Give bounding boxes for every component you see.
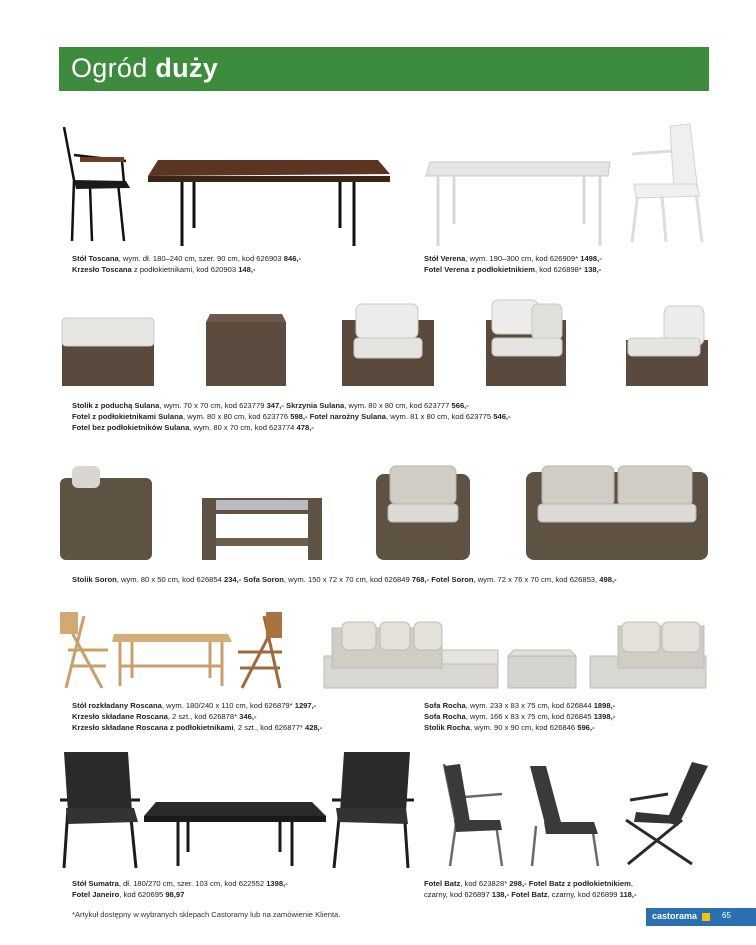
rocha-coffee-table-image	[506, 648, 578, 690]
soron-coffee-table-image	[200, 494, 324, 562]
caption-batz: Fotel Batz, kod 623828* 298,- Fotel Batz z podłokietnikiem, czarny, kod 626897 138,- Fotel Batz, czarny, kod 626899 118,-	[424, 879, 637, 899]
footnote: *Artykuł dostępny w wybranych sklepach Castoramy lub na zamówienie Klienta.	[72, 910, 341, 919]
sulana-chest-image	[202, 312, 290, 388]
caption-roscana: Stół rozkładany Roscana, wym. 180/240 x 110 cm, kod 626879* 1297,- Krzesło składane Roscana, 2 szt., kod 626878* 346,- Krzesło składane Roscana z podłokietnikami, 2 szt., kod 626877* 428,-	[72, 701, 323, 732]
brand-plus-icon	[702, 913, 710, 921]
sulana-armchair-image	[340, 300, 436, 388]
caption-sulana: Stolik z poduchą Sulana, wym. 70 x 70 cm, kod 623779 347,- Skrzynia Sulana, wym. 80 x 80 cm, kod 623777 566,- Fotel z podłokietnikami Sulana, wym. 80 x 80 cm, kod 623776 598,- Fotel narożny Sulana, wym. 81 x 80 cm, kod 623775 546,- Fotel bez podłokietników Sulana, wym. 80 x 70 cm, kod 623774 478,-	[72, 401, 511, 432]
toscana-table-image	[146, 158, 391, 248]
batz-reclining-chair-image	[622, 760, 710, 866]
sulana-cushion-table-image	[60, 312, 156, 388]
page-title: Ogród duży	[71, 53, 219, 83]
caption-toscana: Stół Toscana, wym. dł. 180–240 cm, szer. 90 cm, kod 626903 846,- Krzesło Toscana z podłokietnikami, kod 620903 148,-	[72, 254, 302, 274]
verena-chair-image	[626, 122, 712, 244]
rocha-small-sofa-image	[588, 620, 708, 690]
caption-verena: Stół Verena, wym. 190–300 cm, kod 626909* 1498,- Fotel Verena z podłokietnikiem, kod 626898* 138,-	[424, 254, 602, 274]
sulana-corner-armchair-image	[484, 298, 568, 388]
sumatra-table-image	[142, 800, 328, 868]
verena-table-image	[424, 160, 612, 248]
janeiro-chair-left-image	[58, 748, 142, 870]
page-number: 65	[722, 911, 731, 920]
brand-name: castorama	[652, 911, 698, 921]
caption-sumatra: Stół Sumatra, dł. 180/270 cm, szer. 103 cm, kod 622552 1398,- Fotel Janeiro, kod 620695 98,97	[72, 879, 288, 899]
janeiro-chair-right-image	[330, 748, 416, 870]
roscana-chair-left-image	[58, 610, 112, 690]
sulana-armless-chair-image	[624, 304, 710, 388]
roscana-table-image	[110, 630, 232, 688]
soron-sofa-image	[524, 462, 710, 562]
castorama-logo	[646, 908, 756, 926]
batz-chair-image	[440, 762, 506, 868]
toscana-chair-image	[60, 125, 140, 245]
caption-rocha: Sofa Rocha, wym. 233 x 83 x 75 cm, kod 626844 1898,- Sofa Rocha, wym. 166 x 83 x 75 cm, kod 626845 1398,- Stolik Rocha, wym. 90 x 90 cm, kod 626846 596,-	[424, 701, 616, 732]
batz-armless-chair-image	[528, 764, 602, 868]
caption-soron: Stolik Soron, wym. 80 x 50 cm, kod 626854 234,- Sofa Soron, wym. 150 x 72 x 70 cm, kod 626849 768,- Fotel Soron, wym. 72 x 76 x 70 cm, kod 626853, 498,-	[72, 575, 617, 584]
soron-armchair-side-image	[58, 462, 154, 562]
section-banner	[59, 47, 709, 91]
soron-armchair-image	[374, 464, 472, 562]
rocha-large-sofa-image	[322, 620, 500, 690]
roscana-chair-right-image	[234, 610, 286, 690]
